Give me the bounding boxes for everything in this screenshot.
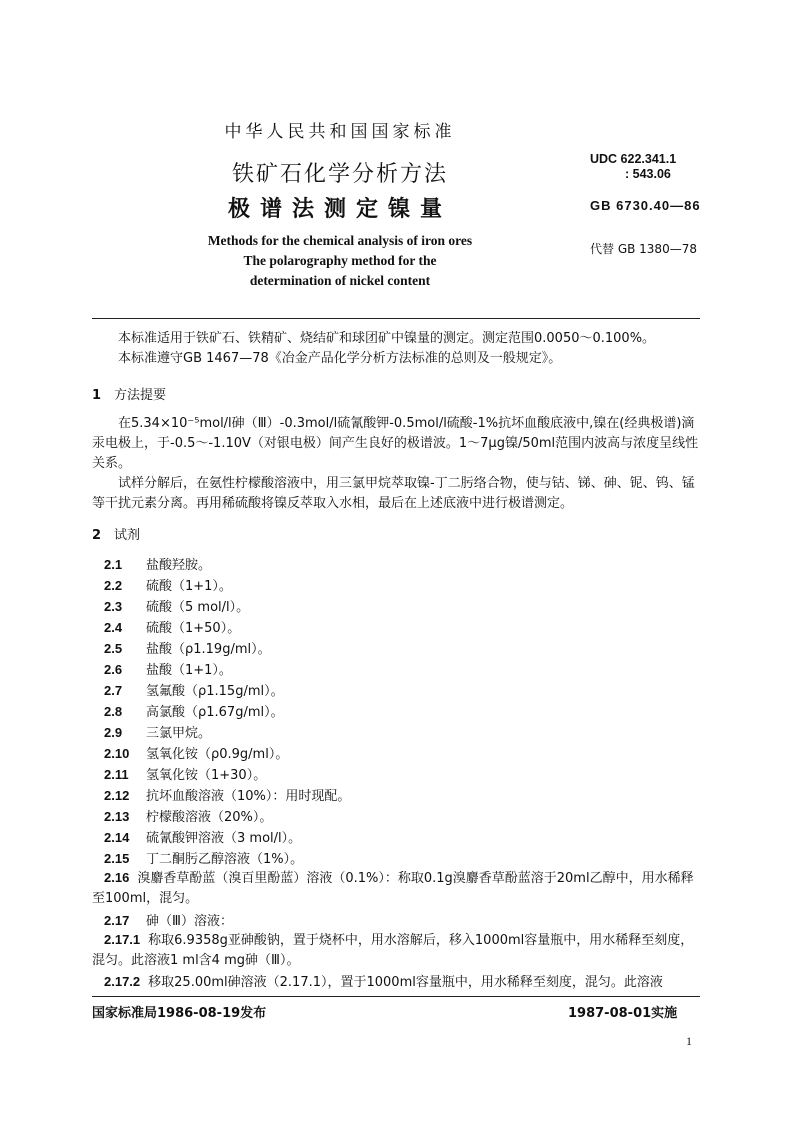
reagent-item: 2.4 硫酸（1+50）。 — [104, 620, 241, 636]
reagent-item-2-17-1: 2.17.1 称取6.9358g亚砷酸钠，置于烧杯中，用水溶解后，移入1000ml容量瓶中，用水稀释至刻度，混匀。此溶液1 ml含4 mg砷（Ⅲ）。 — [92, 932, 694, 968]
document-title-line1: 铁矿石化学分析方法 — [231, 162, 448, 187]
reagent-item: 2.1 盐酸羟胺。 — [104, 557, 212, 573]
reagent-item-2-17: 2.17 砷（Ⅲ）溶液： — [104, 913, 233, 929]
reagent-item: 2.14 硫氰酸钾溶液（3 mol/l）。 — [104, 830, 302, 846]
reagent-item: 2.8 高氯酸（ρ1.67g/ml）。 — [104, 704, 284, 720]
section-title: 试剂 — [114, 528, 141, 543]
reagent-item: 2.5 盐酸（ρ1.19g/ml）。 — [104, 641, 271, 657]
reagent-item: 2.2 硫酸（1+1）。 — [104, 578, 232, 594]
page-number: 1 — [686, 1034, 692, 1048]
section-title: 方法提要 — [114, 388, 167, 403]
intro-scope: 本标准适用于铁矿石、铁精矿、烧结矿和球团矿中镍量的测定。测定范围0.0050～0.100%。 — [118, 331, 656, 346]
issue-date: 国家标准局1986-08-19发布 — [92, 1006, 267, 1021]
reagent-item-2-17-2: 2.17.2 移取25.00ml砷溶液（2.17.1），置于1000ml容量瓶中，用水稀释至刻度，混匀。此溶液 — [104, 974, 663, 990]
english-title-line2: The polarography method for the — [243, 253, 437, 268]
english-title-line3: determination of nickel content — [249, 273, 431, 288]
footer-rule — [92, 996, 700, 997]
effective-date: 1987-08-01实施 — [568, 1006, 678, 1021]
section-1-para-1: 在5.34×10⁻⁵mol/l砷（Ⅲ）-0.3mol/l硫氰酸钾-0.5mol/l硫酸-1%抗坏血酸底液中,镍在(经典极谱)滴汞电极上，于-0.5～-1.10V（对银电极）间产生良好的极谱波。1～7μg镍/50ml范围内波高与浓度呈线性关系。 — [92, 416, 699, 471]
section-number: 1 — [92, 388, 102, 403]
reagent-item: 2.6 盐酸（1+1）。 — [104, 662, 232, 678]
reagent-item: 2.7 氢氟酸（ρ1.15g/ml）。 — [104, 683, 284, 699]
reagent-item: 2.3 硫酸（5 mol/l）。 — [104, 599, 250, 615]
gb-number: GB 6730.40—86 — [590, 198, 701, 213]
reagent-item: 2.13 柠檬酸溶液（20%）。 — [104, 809, 273, 825]
national-standard-heading: 中华人民共和国国家标准 — [224, 122, 456, 142]
udc-code: UDC 622.341.1 — [590, 152, 677, 166]
reagent-item: 2.10 氢氧化铵（ρ0.9g/ml）。 — [104, 746, 289, 762]
document-title-line2: 极谱法测定镍量 — [227, 197, 452, 222]
section-1-para-2: 试样分解后，在氨性柠檬酸溶液中，用三氯甲烷萃取镍-丁二肟络合物，使与钴、锑、砷、铌、钨、锰等干扰元素分离。再用稀硫酸将镍反萃取入水相，最后在上述底液中进行极谱测定。 — [92, 476, 695, 511]
reagent-item: 2.12 抗坏血酸溶液（10%）：用时现配。 — [104, 788, 351, 804]
reagent-item: 2.15 丁二酮肟乙醇溶液（1%）。 — [104, 851, 304, 867]
intro-compliance: 本标准遵守GB 1467—78《冶金产品化学分析方法标准的总则及一般规定》。 — [118, 351, 562, 366]
replaces-standard: 代替 GB 1380—78 — [590, 242, 697, 256]
reagent-item: 2.9 三氯甲烷。 — [104, 725, 212, 741]
reagent-item-2-16: 2.16 溴麝香草酚蓝（溴百里酚蓝）溶液（0.1%）：称取0.1g溴麝香草酚蓝溶于20ml乙醇中，用水稀释至100ml，混匀。 — [92, 870, 694, 906]
top-rule — [92, 318, 700, 319]
english-title-line1: Methods for the chemical analysis of iron ores — [207, 233, 473, 248]
reagent-item: 2.11 氢氧化铵（1+30）。 — [104, 767, 267, 783]
section-2-heading — [92, 524, 140, 543]
section-number: 2 — [92, 528, 102, 543]
section-1-heading — [92, 384, 166, 403]
udc-code-sub: : 543.06 — [625, 167, 671, 181]
